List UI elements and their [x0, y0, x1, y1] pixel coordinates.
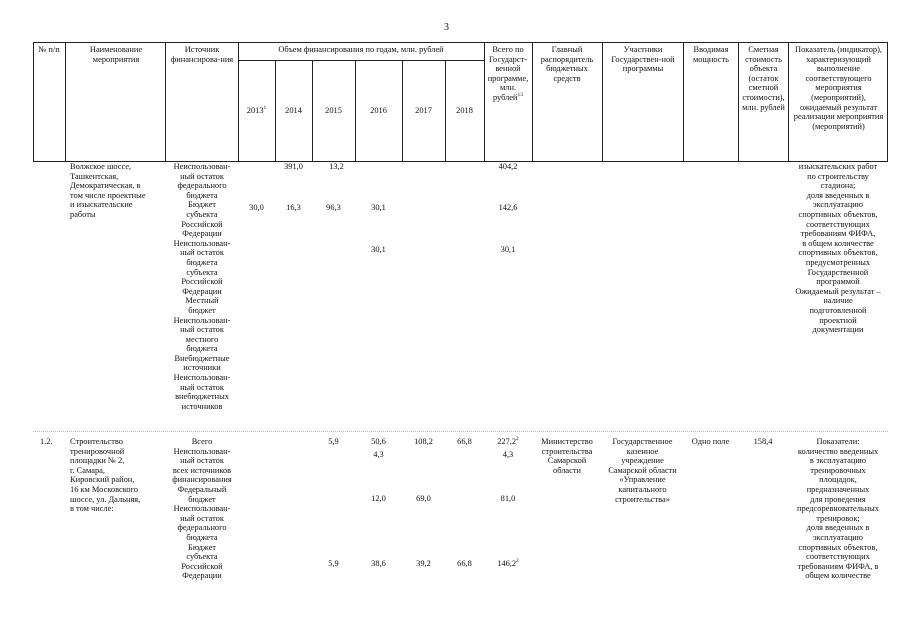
year-2018: 2018: [456, 106, 473, 115]
row-b-manager-line: строительства: [541, 446, 593, 456]
row-b-source-line: Федерации: [182, 571, 222, 581]
row-a-v3-total: 30,1: [500, 245, 516, 254]
row-a-source-line: Бюджет: [188, 200, 216, 210]
row-a-source-line: местного: [185, 334, 219, 344]
row-b-v2-total: 4,3: [502, 450, 514, 459]
row-b-name: [70, 437, 165, 514]
row-b-source-line: Федеральный: [177, 484, 227, 494]
row-b-indicator-line: Показатели:: [816, 437, 860, 446]
row-b-indicator-line: доля введенных в: [806, 523, 870, 533]
row-b-v2-2016: 4,3: [373, 450, 384, 459]
row-a-source-line: Федерации: [182, 286, 222, 296]
row-a-v3-2016: 30,1: [371, 245, 386, 254]
row-a-indicator-line: требованиям ФИФА,: [800, 229, 876, 239]
row-a-indicator-line: проектной: [819, 315, 857, 325]
row-a-name-line: Волжское шоссе,: [70, 162, 132, 171]
row-a-indicator-line: спортивных объектов,: [798, 248, 878, 258]
row-a-indicator-line: стадиона;: [820, 181, 856, 191]
row-a-indicator-line: подготовленной: [809, 305, 867, 315]
row-a-source-line: внебюджетных: [175, 392, 229, 402]
row-b-source-line: Неиспользован-: [173, 504, 231, 514]
row-b-name-line: тренировочной: [70, 446, 125, 456]
row-b-manager-line: Самарской: [547, 456, 587, 466]
row-b-v4-total: 146,2$^2$: [497, 558, 519, 568]
row-b-indicator-line: эксплуатацию: [812, 532, 864, 542]
row-a-name-line: Ташкентская,: [70, 171, 119, 181]
header-volume: Объем финансирования по годам, млн. рублей: [278, 45, 444, 54]
row-b-indicator-line: тренировочных: [810, 465, 866, 475]
row-a-source-line: бюджета: [186, 257, 218, 267]
row-a-v2-2016: 30,1: [371, 203, 386, 212]
row-divider: [33, 431, 888, 432]
row-b-indicator-line: спортивных объектов,: [798, 542, 878, 552]
row-a-v2-2015: 96,3: [326, 203, 341, 212]
row-b-participant-line: строительства»: [615, 494, 670, 504]
row-b-indicator-line: для проведения: [810, 494, 866, 504]
year-2015: 2015: [325, 106, 342, 115]
header-name: Наименование мероприятия: [89, 45, 143, 64]
row-b-indicator-line: в эксплуатацию: [809, 456, 867, 466]
row-a-source-line: Неиспользован-: [173, 315, 231, 325]
row-a-source: [163, 162, 241, 411]
row-b-participant-line: Государственное: [612, 437, 673, 446]
row-a-indicator-line: предусмотренных: [805, 257, 871, 267]
row-a-v1-total: 404,2: [498, 162, 518, 171]
row-b-v3-2017: 69,0: [416, 494, 431, 503]
row-b-indicator-line: соответствующих: [806, 552, 870, 562]
row-b-source-line: бюджет: [188, 494, 216, 504]
row-a-source-line: федерального: [177, 181, 227, 191]
row-a-source-line: Местный: [185, 296, 219, 306]
header-source: Источник финансирова-ния: [170, 45, 234, 64]
row-a-v1-2015: 13,2: [329, 162, 344, 171]
row-b-source-line: субъекта: [186, 552, 218, 562]
row-a-source-line: источники: [183, 363, 221, 373]
row-b-source-line: Российской: [181, 561, 223, 571]
row-a-indicator: [788, 162, 888, 335]
row-b-manager-line: Министерство: [541, 437, 593, 446]
row-b-indicator-line: предназначенных: [806, 484, 870, 494]
row-a-indicator-line: в общем количестве: [802, 238, 874, 248]
row-b-name-line: шоссе, ул. Дальняя,: [70, 494, 141, 504]
row-b-indicator-line: общем количестве: [805, 571, 871, 581]
row-b-source-line: Бюджет: [188, 542, 216, 552]
row-b-source: [163, 437, 241, 581]
row-a-source-line: ный остаток: [180, 325, 224, 335]
row-b-indicator-line: требованиям ФИФА, в: [797, 561, 879, 571]
row-a-source-line: бюджета: [186, 344, 218, 354]
row-a-source-line: субъекта: [186, 267, 218, 277]
row-b-indicator-line: площадок,: [819, 475, 857, 485]
row-a-indicator-line: изыскательских работ: [798, 162, 878, 171]
row-b-v3-total: 81,0: [500, 494, 516, 503]
row-a-indicator-line: эксплуатацию: [812, 200, 864, 210]
row-a-source-line: бюджет: [188, 305, 216, 315]
row-b-name-line: Кировский район,: [70, 475, 135, 485]
row-b-v4-2016: 38,6: [371, 559, 386, 568]
row-b-participants: [602, 437, 683, 504]
row-b-source-line: федерального: [177, 523, 227, 533]
row-b-manager-line: области: [553, 465, 581, 475]
row-b-source-line: финансирования: [172, 475, 232, 485]
row-a-source-line: Неиспользован-: [173, 238, 231, 248]
row-a-indicator-line: соответствующих: [806, 219, 870, 229]
header-cost: Сметная стоимость объекта (остаток сметной стоимости), млн. рублей: [742, 45, 785, 112]
row-b-number: 1.2.: [40, 437, 53, 446]
row-a-name-line: работы: [70, 209, 96, 219]
row-b-v1-2017: 108,2: [414, 437, 433, 446]
row-a-indicator-line: документации: [812, 325, 864, 335]
row-a-name: [70, 162, 165, 220]
year-2014: 2014: [285, 106, 302, 115]
row-b-name-line: 16 км Московского: [70, 484, 138, 494]
row-b-source-line: всех источников: [172, 465, 232, 475]
row-b-v4-2018: 66,8: [457, 559, 472, 568]
year-2016: 2016: [370, 106, 387, 115]
row-a-source-line: Неиспользован-: [173, 162, 231, 171]
header-manager: Главный распорядитель бюджетных средств: [540, 45, 594, 83]
row-a-indicator-line: по строительству: [807, 171, 869, 181]
row-b-indicator-line: количество введенных: [797, 446, 879, 456]
row-a-source-line: Российской: [181, 219, 223, 229]
row-a-source-line: субъекта: [186, 209, 218, 219]
row-a-indicator-line: Государственной: [807, 267, 869, 277]
row-a-v2-total: 142,6: [498, 203, 518, 212]
header-number: № п/п: [38, 45, 60, 54]
row-a-indicator-line: программой: [816, 277, 860, 287]
row-a-source-line: Внебюджетные: [174, 353, 230, 363]
row-b-source-line: ный остаток: [180, 456, 224, 466]
row-a-v2-2014: 16,3: [286, 203, 301, 212]
row-b-cost: 158,4: [753, 437, 773, 446]
row-a-source-line: ный остаток: [180, 382, 224, 392]
header-total: Всего по Государст-венной программе, млн. рублей$^{13}$: [487, 45, 529, 102]
row-b-manager: [532, 437, 602, 475]
row-b-name-line: г. Самара,: [70, 465, 105, 475]
row-b-participant-line: учреждение: [621, 456, 664, 466]
row-b-v1-total: 227,2$^2$: [497, 436, 519, 446]
row-a-v2-2013: 30,0: [249, 203, 264, 212]
row-a-v1-2014: 391,0: [284, 162, 303, 171]
row-b-indicator: [788, 437, 888, 581]
row-b-capacity: Одно поле: [691, 437, 730, 446]
header-participants: Участники Государствен-ной программы: [611, 45, 675, 74]
row-b-v4-2015: 5,9: [328, 559, 339, 568]
row-a-name-line: Демократическая, в: [70, 181, 141, 191]
row-a-source-line: ный остаток: [180, 171, 224, 181]
row-b-v1-2016: 50,6: [371, 437, 386, 446]
row-b-v4-2017: 39,2: [416, 559, 431, 568]
row-b-name-line: площадки № 2,: [70, 456, 125, 466]
row-a-indicator-line: наличие: [823, 296, 853, 306]
row-b-v3-2016: 12,0: [371, 494, 386, 503]
row-a-indicator-line: доля введенных в: [806, 190, 870, 200]
row-b-indicator-line: тренировок;: [816, 513, 860, 523]
row-a-source-line: Российской: [181, 277, 223, 287]
row-b-participant-line: «Управление: [619, 475, 666, 485]
row-b-v1-2015: 5,9: [328, 437, 339, 446]
row-b-source-line: Неиспользован-: [173, 446, 231, 456]
row-a-source-line: источников: [181, 401, 223, 411]
year-2017: 2017: [415, 106, 432, 115]
row-b-indicator-line: предсоревновательных: [797, 504, 879, 514]
row-a-source-line: Федерации: [182, 229, 222, 239]
page-number: 3: [444, 22, 449, 33]
row-b-participant-line: казенное: [626, 446, 659, 456]
row-b-v1-2018: 66,8: [457, 437, 472, 446]
row-a-name-line: том числе проектные: [70, 190, 146, 200]
row-b-source-line: ный остаток: [180, 513, 224, 523]
year-2013: 2013$^1$: [246, 105, 267, 115]
row-b-source-line: Всего: [191, 437, 213, 446]
row-a-source-line: Неиспользован-: [173, 373, 231, 383]
row-b-name-line: в том числе:: [70, 504, 114, 514]
row-a-source-line: бюджета: [186, 190, 218, 200]
row-b-name-line: Строительство: [70, 437, 123, 446]
row-b-participant-line: Самарской области: [608, 465, 677, 475]
row-a-source-line: ный остаток: [180, 248, 224, 258]
row-b-source-line: бюджета: [186, 532, 218, 542]
header-indicator: Показатель (индикатор), характеризующий выполнение соответствующего мероприятия (мероприятий), ожидаемый результат реализации мероприятия (мероприятий): [793, 45, 884, 131]
row-a-indicator-line: спортивных объектов,: [798, 209, 878, 219]
row-a-indicator-line: Ожидаемый результат –: [795, 286, 881, 296]
row-a-name-line: и изыскательские: [70, 200, 133, 210]
row-b-participant-line: капитального: [618, 484, 667, 494]
header-capacity: Вводимая мощность: [692, 45, 729, 64]
